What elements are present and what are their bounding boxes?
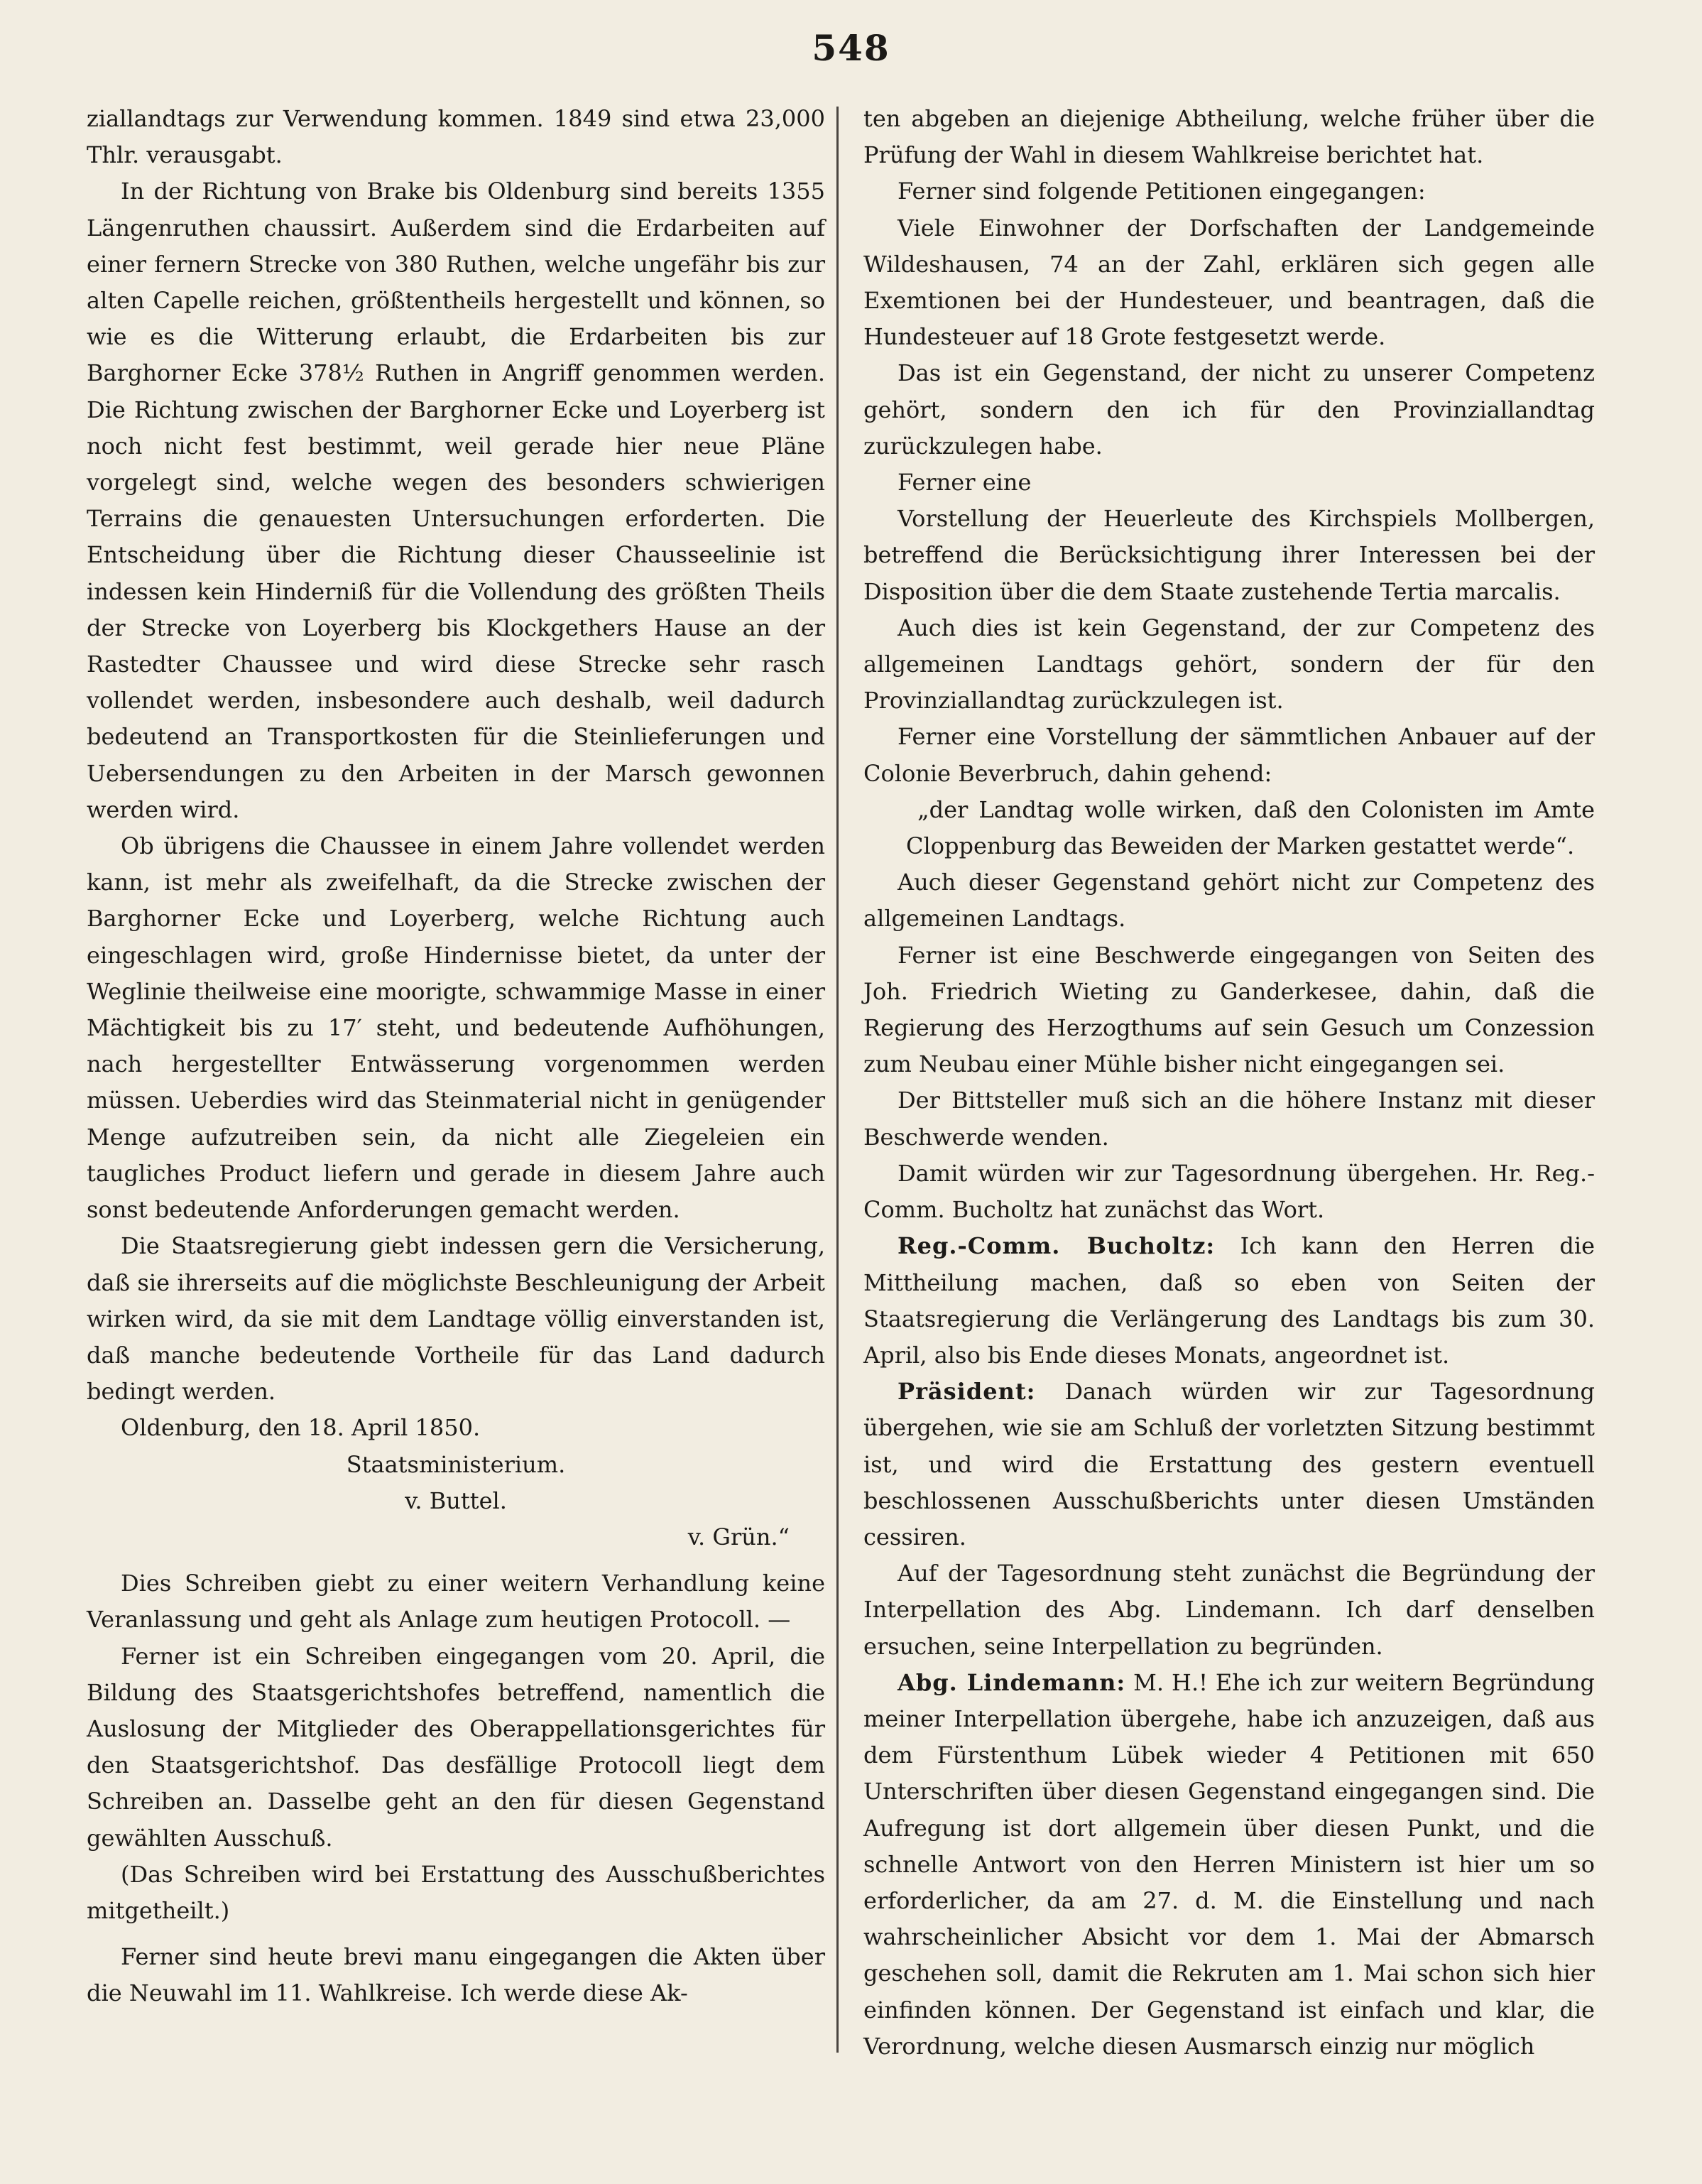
paragraph-text: Staatsministerium. — [346, 1450, 566, 1478]
paragraph — [87, 1447, 825, 1483]
paragraph — [863, 938, 1595, 1083]
paragraph-text: Ferner eine Vorstellung der sämmtlichen Anbauer auf der Colonie Beverbruch, dahin gehend: — [863, 723, 1595, 787]
paragraph — [863, 792, 1595, 864]
paragraph — [87, 1857, 825, 1929]
paragraph-text: ten abgeben an diejenige Abtheilung, welche früher über die Prüfung der Wahl in diesem Wahlkreise berichtet hat. — [863, 105, 1595, 169]
paragraph-text: Der Bittsteller muß sich an die höhere Instanz mit dieser Beschwerde wenden. — [863, 1087, 1595, 1151]
paragraph — [863, 610, 1595, 719]
paragraph-text: (Das Schreiben wird bei Erstattung des Ausschußberichtes mitgetheilt.) — [87, 1860, 825, 1924]
left-column — [87, 101, 825, 2012]
paragraph — [863, 101, 1595, 173]
paragraph-text: Vorstellung der Heuerleute des Kirchspiels Mollbergen, betreffend die Berücksichtigung ihrer Interessen bei der Disposition über die dem Staate zustehende Tertia marcalis. — [863, 505, 1595, 605]
paragraph-text: ziallandtags zur Verwendung kommen. 1849 sind etwa 23,000 Thlr. verausgabt. — [87, 105, 825, 169]
paragraph — [863, 501, 1595, 610]
paragraph-text: Ferner ist eine Beschwerde eingegangen von Seiten des Joh. Friedrich Wieting zu Ganderkesee, dahin, daß die Regierung des Herzogthums auf sein Gesuch um Conzession zum Neubau einer Mühle bisher nicht eingegangen sei. — [863, 941, 1595, 1078]
paragraph — [863, 1374, 1595, 1555]
paragraph — [87, 1639, 825, 1857]
paragraph-text: v. Buttel. — [405, 1487, 507, 1514]
paragraph-text: Auch dies ist kein Gegenstand, der zur Competenz des allgemeinen Landtags gehört, sondern der für den Provinziallandtag zurückzulegen ist. — [863, 614, 1595, 715]
paragraph — [863, 719, 1595, 791]
paragraph — [87, 1228, 825, 1410]
paragraph-text: Oldenburg, den 18. April 1850. — [121, 1414, 481, 1442]
paragraph-text: Ich kann den Herren die Mittheilung machen, daß so eben von Seiten der Staatsregierung die Verlängerung des Landtags bis zum 30. April, also bis Ende dieses Monats, angeordnet ist. — [863, 1232, 1595, 1369]
paragraph — [863, 173, 1595, 210]
paragraph-text: v. Grün.“ — [687, 1523, 790, 1550]
column-divider — [836, 107, 839, 2053]
paragraph-text: In der Richtung von Brake bis Oldenburg sind bereits 1355 Längenruthen chaussirt. Außerdem sind die Erdarbeiten auf einer fernern Strecke von 380 Ruthen, welche ungefähr bis zur alten Capelle reichen, größtentheils hergestellt und können, so wie es die Witterung erlaubt, die Erdarbeiten bis zur Barghorner Ecke 378½ Ruthen in Angriff genommen werden. Die Richtung zwischen der Barghorner Ecke und Loyerberg ist noch nicht fest bestimmt, weil gerade hier neue Pläne vorgelegt sind, welche wegen des besonders schwierigen Terrains die genauesten Untersuchungen erforderten. Die Entscheidung über die Richtung dieser Chausseelinie ist indessen kein Hinderniß für die Vollendung des größten Theils der Strecke von Loyerberg bis Klockgethers Hause an der Rastedter Chaussee und wird diese Strecke sehr rasch vollendet werden, insbesondere auch deshalb, weil dadurch bedeutend an Transportkosten für die Steinlieferungen und Uebersendungen zu den Arbeiten in der Marsch gewonnen werden wird. — [87, 178, 825, 823]
paragraph-text: Ferner ist ein Schreiben eingegangen vom 20. April, die Bildung des Staatsgerichtshofes betreffend, namentlich die Auslosung der Mitglieder des Oberappellationsgerichtes für den Staatsgerichtshof. Das desfällige Protocoll liegt dem Schreiben an. Dasselbe geht an den für diesen Gegenstand gewählten Ausschuß. — [87, 1642, 825, 1852]
paragraph-text: Danach würden wir zur Tagesordnung übergehen, wie sie am Schluß der vorletzten Sitzung bestimmt ist, und wird die Erstattung des gestern eventuell beschlossenen Ausschußberichts unter diesen Umständen cessiren. — [863, 1378, 1595, 1550]
speaker-name: Abg. Lindemann: — [898, 1668, 1126, 1696]
paragraph-text: Ferner eine — [898, 469, 1032, 496]
paragraph — [87, 1410, 825, 1446]
paragraph-text: Auch dieser Gegenstand gehört nicht zur Competenz des allgemeinen Landtags. — [863, 869, 1595, 933]
paragraph — [863, 1555, 1595, 1665]
right-column — [863, 101, 1595, 2065]
paragraph-text: Auf der Tagesordnung steht zunächst die Begründung der Interpellation des Abg. Lindemann. Ich darf denselben ersuchen, seine Interpellation zu begründen. — [863, 1560, 1595, 1660]
paragraph-text: Ob übrigens die Chaussee in einem Jahre vollendet werden kann, ist mehr als zweifelhaft, da die Strecke zwischen der Barghorner Ecke und Loyerberg, welche Richtung auch eingeschlagen wird, große Hindernisse bietet, da unter der Weglinie theilweise eine moorigte, schwammige Masse in einer Mächtigkeit bis zu 17′ steht, und bedeutende Aufhöhungen, nach hergestellter Entwässerung vorgenommen werden müssen. Ueberdies wird das Steinmaterial nicht in genügender Menge aufzutreiben sein, da nicht alle Ziegeleien ein taugliches Product liefern und gerade in diesem Jahre auch sonst bedeutende Anforderungen gemacht werden. — [87, 832, 825, 1224]
paragraph-text: Viele Einwohner der Dorfschaften der Landgemeinde Wildeshausen, 74 an der Zahl, erklären sich gegen alle Exemtionen bei der Hundesteuer, und beantragen, daß die Hundesteuer auf 18 Grote festgesetzt werde. — [863, 214, 1595, 351]
paragraph — [87, 828, 825, 1228]
paragraph-text: Ferner sind heute brevi manu eingegangen die Akten über die Neuwahl im 11. Wahlkreise. Ich werde diese Ak- — [87, 1943, 825, 2007]
paragraph — [863, 1156, 1595, 1228]
paragraph — [87, 1939, 825, 2011]
paragraph-text: Dies Schreiben giebt zu einer weitern Verhandlung keine Veranlassung und geht als Anlage zum heutigen Protocoll. — — [87, 1570, 825, 1634]
paragraph-text: Die Staatsregierung giebt indessen gern die Versicherung, daß sie ihrerseits auf die möglichste Beschleunigung der Arbeit wirken wird, da sie mit dem Landtage völlig einverstanden ist, daß manche bedeutende Vortheile für das Land dadurch bedingt werden. — [87, 1232, 825, 1406]
paragraph — [863, 1082, 1595, 1155]
paragraph — [863, 1228, 1595, 1374]
page-number: 548 — [812, 27, 890, 69]
paragraph-text: „der Landtag wolle wirken, daß den Colonisten im Amte Cloppenburg das Beweiden der Marken gestattet werde“. — [906, 795, 1595, 860]
paragraph-text: M. H.! Ehe ich zur weitern Begründung meiner Interpellation übergehe, habe ich anzuzeigen, daß aus dem Fürstenthum Lübek wieder 4 Petitionen mit 650 Unterschriften über diesen Gegenstand eingegangen sind. Die Aufregung ist dort allgemein über diesen Punkt, und die schnelle Antwort von den Herren Ministern ist hier um so erforderlicher, da am 27. d. M. die Einstellung und nach wahrscheinlicher Absicht vor dem 1. Mai der Abmarsch geschehen soll, damit die Rekruten am 1. Mai schon sich hier einfinden können. Der Gegenstand ist einfach und klar, die Verordnung, welche diesen Ausmarsch einzig nur möglich — [863, 1668, 1595, 2060]
paragraph — [863, 355, 1595, 464]
paragraph — [863, 210, 1595, 356]
paragraph-text: Ferner sind folgende Petitionen eingegangen: — [898, 178, 1426, 205]
paragraph — [87, 1483, 825, 1519]
paragraph — [863, 464, 1595, 501]
paragraph — [87, 173, 825, 828]
paragraph — [87, 101, 825, 173]
paragraph-text: Das ist ein Gegenstand, der nicht zu unserer Competenz gehört, sondern den ich für den Provinziallandtag zurückzulegen habe. — [863, 359, 1595, 460]
paragraph — [863, 864, 1595, 937]
paragraph — [87, 1519, 825, 1555]
paragraph-text: Damit würden wir zur Tagesordnung übergehen. Hr. Reg.-Comm. Bucholtz hat zunächst das Wort. — [863, 1159, 1595, 1224]
paragraph — [87, 1565, 825, 1638]
speaker-name: Präsident: — [898, 1378, 1036, 1406]
paragraph — [863, 1665, 1595, 2065]
speaker-name: Reg.-Comm. Bucholtz: — [898, 1232, 1216, 1260]
